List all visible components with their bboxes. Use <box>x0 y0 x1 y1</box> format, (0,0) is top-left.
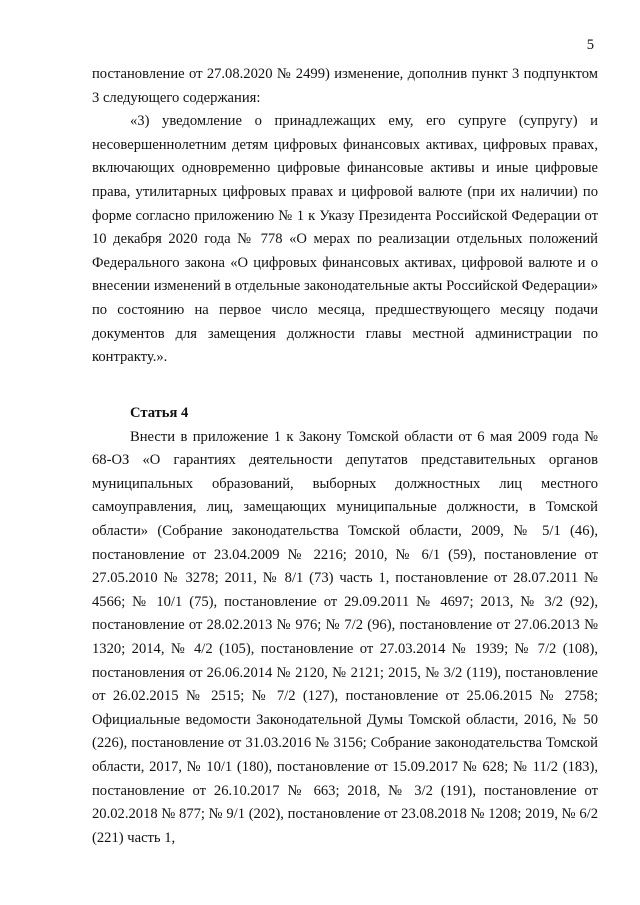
article-4-heading: Статья 4 <box>130 405 189 421</box>
subpoint-3-paragraph: «3) уведомление о принадлежащих ему, его супруге (супругу) и несовершеннолетним детям цифровых финансовых активах, цифровых правах, включающих одновременно цифровые финансовые активы и иные цифровые права, утилитарных цифровых правах и цифровой валюте (при их наличии) по форме согласно приложению № 1 к Указу Президента Российской Федерации от 10 декабря 2020 года № 778 «О мерах по реализации отдельных положений Федерального закона «О цифровых финансовых активах, цифровой валюте и о внесении изменений в отдельные законодательные акты Российской Федерации» по состоянию на первое число месяца, предшествующего месяцу подачи документов для замещения должности главы местной администрации по контракту.». <box>92 113 598 366</box>
page-number: 5 <box>586 37 594 53</box>
continuation-paragraph: постановление от 27.08.2020 № 2499) изменение, дополнив пункт 3 подпунктом 3 следующего содержания: <box>92 66 598 106</box>
article-4-body: Внести в приложение 1 к Закону Томской области от 6 мая 2009 года № 68-ОЗ «О гарантиях деятельности депутатов представительных органов муниципальных образований, выборных должностных лиц местного самоуправления, лиц, замещающих муниципальные должности, в Томской области» (Собрание законодательства Томской области, 2009, № 5/1 (46), постановление от 23.04.2009 № 2216; 2010, № 6/1 (59), постановление от 27.05.2010 № 3278; 2011, № 8/1 (73) часть 1, постановление от 28.07.2011 № 4566; № 10/1 (75), постановление от 29.09.2011 № 4697; 2013, № 3/2 (92), постановление от 28.02.2013 № 976; № 7/2 (96), постановление от 27.06.2013 № 1320; 2014, № 4/2 (105), постановление от 27.03.2014 № 1939; № 7/2 (108), постановления от 26.06.2014 № 2120, № 2121; 2015, № 3/2 (119), постановление от 26.02.2015 № 2515; № 7/2 (127), постановление от 25.06.2015 № 2758; Официальные ведомости Законодательной Думы Томской области, 2016, № 50 (226), постановление от 31.03.2016 № 3156; Собрание законодательства Томской области, 2017, № 10/1 (180), постановление от 15.09.2017 № 628; № 11/2 (183), постановление от 26.10.2017 № 663; 2018, № 3/2 (191), постановление от 20.02.2018 № 877; № 9/1 (202), постановление от 23.08.2018 № 1208; 2019, № 6/2 (221) часть 1, <box>92 428 598 846</box>
amendment-text-block <box>92 63 598 370</box>
article-4-section <box>92 402 598 850</box>
